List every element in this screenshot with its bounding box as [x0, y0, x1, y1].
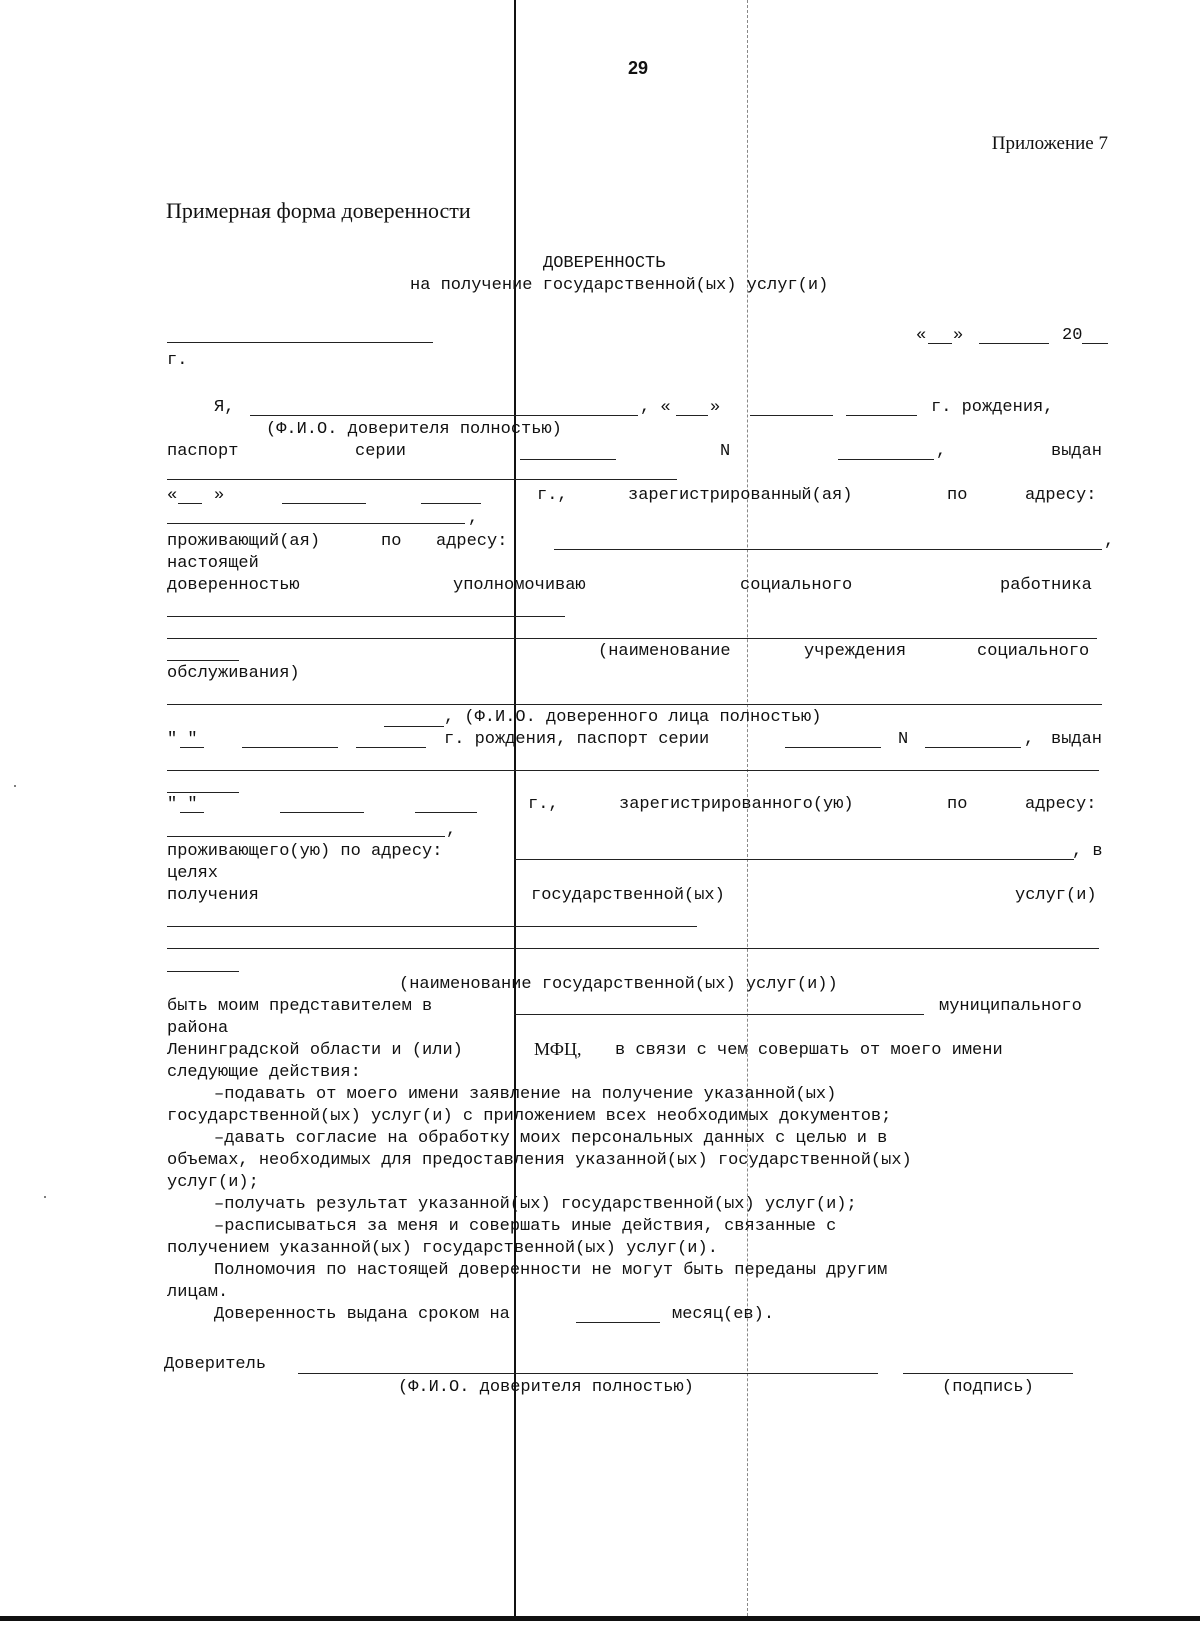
trustee-registered-po: по — [947, 795, 968, 814]
grantor-fio-signature-hint: (Ф.И.О. доверителя полностью) — [398, 1378, 694, 1397]
powers-line-1: Полномочия по настоящей доверенности не могут быть переданы другим — [214, 1261, 888, 1280]
issue-year-suffix: г., — [537, 486, 568, 505]
trustee-birth-passport-label: г. рождения, паспорт серии — [444, 730, 710, 749]
institution-hint-1: (наименование — [598, 642, 731, 661]
birth-year-blank — [846, 415, 917, 416]
issued-label: выдан — [1051, 442, 1103, 461]
representative-blank — [514, 1014, 924, 1015]
document-title: ДОВЕРЕННОСТЬ — [543, 254, 666, 273]
worker-blank-2 — [167, 638, 1097, 639]
trustee-issue-quote: " " — [167, 795, 198, 814]
trustee-birth-year-blank — [356, 747, 426, 748]
trustee-fio-blank-end — [384, 726, 444, 727]
worker-label: работника — [1000, 576, 1092, 595]
action-3: –получать результат указанной(ых) государственной(ых) услуг(и); — [214, 1195, 857, 1214]
registered-label: зарегистрированный(ая) — [628, 486, 853, 505]
worker-blank-3 — [167, 660, 239, 661]
trustee-issue-day-blank — [180, 812, 204, 813]
registered-address: адресу: — [1025, 486, 1097, 505]
issued-by-blank — [167, 479, 677, 480]
trustee-registered-comma: , — [446, 821, 457, 840]
grantor-fio-blank — [250, 415, 638, 416]
issue-day-blank — [178, 503, 202, 504]
trustee-fio-blank — [167, 704, 1102, 705]
term-months-blank — [576, 1322, 660, 1323]
page-number: 29 — [628, 58, 649, 78]
issue-close-quote: » — [214, 486, 225, 505]
living-label: проживающий(ая) — [167, 532, 321, 551]
year-blank — [1082, 343, 1108, 344]
trustee-registered-blank — [167, 836, 445, 837]
action-4-line-1: –расписываться за меня и совершать иные действия, связанные с — [214, 1217, 837, 1236]
worker-blank-1 — [167, 616, 565, 617]
by-doc-label: доверенностью — [167, 576, 300, 595]
registered-po: по — [947, 486, 968, 505]
action-1-line-1: –подавать от моего имени заявление на получение указанной(ых) — [214, 1085, 837, 1104]
living-address-blank — [554, 549, 1102, 550]
number-label: N — [720, 442, 731, 461]
trustee-fio-hint: , (Ф.И.О. доверенного лица полностью) — [444, 708, 822, 727]
series-label: серии — [355, 442, 407, 461]
social-label: социального — [740, 576, 853, 595]
trustee-number-label: N — [898, 730, 909, 749]
signature-hint: (подпись) — [942, 1378, 1034, 1397]
service-blank-1 — [167, 926, 697, 927]
grantor-sign-blank — [903, 1373, 1073, 1374]
living-address-comma: , — [1104, 532, 1115, 551]
scan-dot — [14, 785, 16, 787]
appendix-label: Приложение 7 — [991, 133, 1108, 154]
grantor-close-quote: » — [710, 398, 721, 417]
region-line-a: Ленинградской области и (или) — [167, 1041, 463, 1060]
grantor-fio-signature-blank — [298, 1373, 878, 1374]
trustee-number-blank — [925, 747, 1021, 748]
birth-day-blank — [676, 415, 708, 416]
registered-address-blank — [167, 523, 465, 524]
trustee-living-in: , в — [1072, 842, 1103, 861]
passport-comma: , — [936, 442, 947, 461]
representative-label: быть моим представителем в — [167, 997, 433, 1016]
trustee-birth-month-blank — [242, 747, 338, 748]
passport-label: паспорт — [167, 442, 239, 461]
grantor-fio-hint: (Ф.И.О. доверителя полностью) — [266, 420, 562, 439]
action-2-line-2: объемах, необходимых для предоставления указанной(ых) государственной(ых) — [167, 1151, 912, 1170]
trustee-issue-month-blank — [280, 812, 364, 813]
issue-open-quote: « — [167, 486, 178, 505]
term-label-a: Доверенность выдана сроком на — [214, 1305, 510, 1324]
trustee-registered-address: адресу: — [1025, 795, 1097, 814]
grantor-signature-label: Доверитель — [164, 1355, 267, 1374]
institution-hint-3: социального — [977, 642, 1090, 661]
institution-hint-4: обслуживания) — [167, 664, 300, 683]
trustee-issued-label: выдан — [1051, 730, 1103, 749]
state-label: государственной(ых) — [531, 886, 725, 905]
actions-label: следующие действия: — [167, 1063, 361, 1082]
service-blank-2 — [167, 948, 1099, 949]
action-1-line-2: государственной(ых) услуг(и) с приложением всех необходимых документов; — [167, 1107, 892, 1126]
action-2-line-3: услуг(и); — [167, 1173, 259, 1192]
this-label: настоящей — [167, 554, 259, 573]
trustee-series-blank — [785, 747, 881, 748]
birth-label: г. рождения, — [931, 398, 1054, 417]
trustee-issued-blank — [167, 770, 1099, 771]
receiving-label: получения — [167, 886, 259, 905]
trustee-birth-day-blank — [180, 747, 204, 748]
term-label-b: месяц(ев). — [672, 1305, 775, 1324]
service-name-hint: (наименование государственной(ых) услуг(и)) — [399, 975, 838, 994]
trustee-living-blank — [514, 859, 1074, 860]
municipal-label: муниципального — [939, 997, 1082, 1016]
trustee-issue-year-suffix: г., — [528, 795, 559, 814]
birth-month-blank — [750, 415, 833, 416]
date-open-quote: « — [916, 326, 927, 345]
mfc-label: МФЦ, — [534, 1039, 582, 1059]
action-4-line-2: получением указанной(ых) государственной(ых) услуг(и). — [167, 1239, 718, 1258]
scan-artifact-bottom-bar — [0, 1616, 1200, 1621]
living-address-label: адресу: — [436, 532, 508, 551]
living-po: по — [381, 532, 402, 551]
authorize-label: уполномочиваю — [453, 576, 586, 595]
region-line-b: в связи с чем совершать от моего имени — [615, 1041, 1003, 1060]
date-close-quote: » — [953, 326, 964, 345]
scan-dot — [44, 1196, 46, 1198]
goals-label: целях — [167, 864, 219, 883]
trustee-birth-quote: " " — [167, 730, 198, 749]
month-blank — [979, 343, 1049, 344]
issue-month-blank — [282, 503, 366, 504]
grantor-ya: Я, — [214, 398, 235, 417]
day-blank — [928, 343, 952, 344]
grantor-comma-quote: , « — [640, 398, 671, 417]
city-blank — [167, 342, 433, 343]
series-blank — [520, 459, 616, 460]
services-label: услуг(и) — [1015, 886, 1097, 905]
registered-address-comma: , — [468, 509, 479, 528]
number-blank — [838, 459, 934, 460]
trustee-issue-year-blank — [415, 812, 477, 813]
action-2-line-1: –давать согласие на обработку моих персональных данных с целью и в — [214, 1129, 888, 1148]
trustee-registered-label: зарегистрированного(ую) — [619, 795, 854, 814]
year-prefix: 20 — [1062, 326, 1083, 345]
trustee-number-comma: , — [1024, 730, 1035, 749]
trustee-living-label: проживающего(ую) по адресу: — [167, 842, 443, 861]
powers-line-2: лицам. — [167, 1283, 229, 1302]
issue-year-blank — [421, 503, 481, 504]
district-label: района — [167, 1019, 229, 1038]
document-subtitle: на получение государственной(ых) услуг(и) — [410, 276, 829, 295]
city-suffix: г. — [167, 351, 188, 370]
service-blank-3 — [167, 971, 239, 972]
form-title: Примерная форма доверенности — [166, 198, 471, 223]
institution-hint-2: учреждения — [804, 642, 907, 661]
trustee-issued-blank-end — [167, 792, 239, 793]
